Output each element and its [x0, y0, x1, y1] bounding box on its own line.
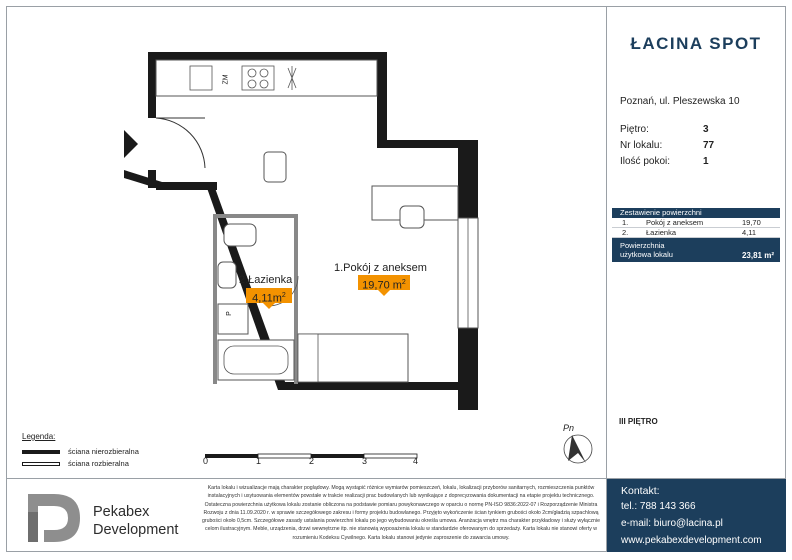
developer-name — [93, 503, 178, 539]
room-label-living: 1.Pokój z aneksem — [334, 262, 427, 274]
developer-name-line1: Pekabex — [93, 504, 150, 520]
legend-label-partition: ściana rozbieralna — [68, 459, 129, 468]
scale-tick-2: 2 — [309, 456, 315, 466]
info-rooms-value: 1 — [703, 156, 709, 167]
disclaimer-text: Karta lokalu i wizualizacje mają charakter poglądowy. Mogą wystąpić różnice wymiarów pomieszczeń, lokalu, lokalizacji przyborów sanitarnych, rozmieszczenia punktów instalacyjnych i usytuowania elementów powstałe w trakcie realizacji prac budowlanych lub wynikające z doprecyzowania dokumentacji na etapie projektu technicznego. Ostateczna powierzchnia użytkowa lokalu zostanie obliczona na podstawie pomiaru powykonawczego w oparciu o normę PN-ISO 9836:2022-07 i Rozporządzenie Ministra Rozwoju z dnia 11.09.2020 r. w sprawie szczegółowego zakresu i formy projektu budowlanego. Przyjęto wykończenie ścian tynkiem grubości około 2cm/gładzią szpachlową grubości około 0,5cm. Szczegółowe zasady ustalania powierzchni lokalu po jego wybudowaniu określa umowa. Aranżacja wnętrz ma charakter przykładowy i służy wyłącznie celom ilustracyjnym. Meble, urządzenia, drzwi wewnętrzne itp. nie stanowią wyposażenia lokalu w standardzie oferowanym do sprzedaży. Karta lokalu nie stanowi oferty w rozumieniu Kodeksu Cywilnego. Karta lokalu stanowi jedynie zaproszenie do zawarcia umowy. — [202, 485, 600, 541]
address: Poznań, ul. Pleszewska 10 — [620, 96, 740, 107]
info-floor-label: Piętro: — [620, 124, 649, 135]
north-label: Pn — [563, 423, 575, 433]
area-total-value: 23,81 m² — [741, 251, 774, 260]
bath-p-label: P — [225, 311, 233, 316]
contact-phone[interactable]: tel.: 788 143 366 — [621, 501, 696, 512]
info-floor-value: 3 — [703, 124, 709, 135]
scale-tick-0: 0 — [203, 456, 209, 466]
room-area-living: 19,70 $m^2$ — [358, 275, 410, 290]
area-row — [612, 218, 780, 228]
developer-name-line2: Development — [93, 522, 179, 538]
north-arrow-icon — [558, 425, 598, 467]
area-row-no: 2. — [622, 228, 629, 237]
brand-name: ŁACINA SPOT — [630, 33, 762, 53]
floor-plan — [6, 6, 607, 478]
legend-swatch-partition — [22, 462, 60, 466]
legend-swatch-loadbearing — [22, 450, 60, 454]
room-label-bathroom: 2.Łazienka — [239, 274, 293, 286]
area-table-header: Zestawienie powierzchni — [612, 208, 780, 218]
area-row-no: 1. — [622, 218, 629, 227]
info-panel — [607, 7, 785, 478]
area-row-value: 19,70 — [742, 218, 761, 227]
area-row-name: Pokój z aneksem — [646, 218, 704, 227]
info-unit-value: 77 — [703, 140, 715, 151]
room-area-bathroom-pointer — [263, 303, 275, 309]
contact-email[interactable]: e-mail: biuro@lacina.pl — [621, 518, 723, 529]
area-total-label-1: Powierzchnia — [620, 241, 665, 250]
brand-logo — [607, 7, 785, 80]
area-row-value: 4,11 — [742, 228, 757, 237]
contact-website[interactable]: www.pekabexdevelopment.com — [621, 535, 762, 546]
legend-title: Legenda: — [22, 432, 56, 441]
developer-logo-icon — [24, 492, 84, 544]
info-rooms-label: Ilość pokoi: — [620, 156, 671, 167]
floor-label: III PIĘTRO — [619, 417, 658, 426]
room-area-bathroom: $4,11m^2$ — [246, 288, 292, 303]
info-unit-label: Nr lokalu: — [620, 140, 663, 151]
legend-label-loadbearing: ściana nierozbieralna — [68, 447, 139, 456]
scale-tick-3: 3 — [362, 456, 368, 466]
area-row-name: Łazienka — [646, 228, 677, 237]
fridge-label: ZM — [222, 74, 230, 85]
contact-title: Kontakt: — [621, 485, 660, 497]
area-total-label-2: użytkowa lokalu — [620, 250, 673, 259]
scale-tick-1: 1 — [256, 456, 262, 466]
area-row — [612, 228, 780, 238]
contact-box — [607, 479, 786, 552]
room-area-living-pointer — [378, 290, 390, 296]
scale-tick-4: 4 — [413, 456, 419, 466]
area-total — [612, 238, 780, 262]
